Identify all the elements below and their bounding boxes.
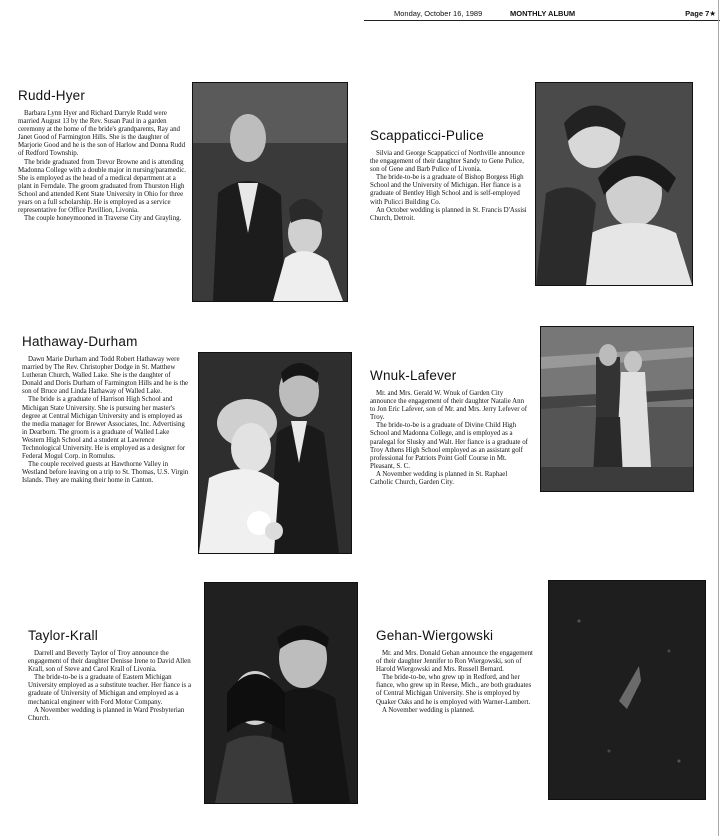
article-headline: Wnuk-Lafever	[370, 368, 457, 383]
article-paragraph: The bride-to-be is a graduate of Bishop Borgess High School and the University of Michigan. Her fiance is a graduate of Bentley High School and is self-employed with Pulicci Building Co.	[370, 174, 524, 206]
article-paragraph: Barbara Lynn Hyer and Richard Darryle Rudd were married August 13 by the Rev. Susan Paul in a garden ceremony at the home of the bride's grandparents, Ray and Janet Good of Farmington Hills. She is the daughter of Marjorie Good and he is the son of Harlow and Donna Rudd of Redford Township.	[18, 110, 186, 158]
article-body	[370, 150, 530, 223]
article-paragraph: The bride-to-be is a graduate of Divine Child High School and Madonna College, and is employed as a paralegal for Slusky and Walt. Her fiance is a graduate of Troy Athens High School employed as an assistant golf professional for Patriots Point Golf Course in Mt. Pleasant, S. C.	[370, 422, 528, 470]
article-gehan-wiergowski	[376, 628, 536, 715]
article-paragraph: Mr. and Mrs. Donald Gehan announce the engagement of their daughter Jennifer to Ron Wiergowski, son of Harold Wiergowski and Mrs. Russell Bernard.	[376, 650, 533, 674]
article-paragraph: The bride graduated from Trevor Browne and is attending Madonna College with a double major in nursing/paramedic. She is employed as the head of a medical department at a plant in Ferndale. The groom graduated from Thurston High School and attended Kent State University in Ohio for three years on a full scholarship. He is employed as a service representative for Office Pavillion, Livonia.	[18, 158, 187, 215]
article-paragraph: Mr. and Mrs. Gerald W. Wnuk of Garden City announce the engagement of their daughter Natalie Ann to Jon Eric Lafever, son of Mr. and Mrs. Jerry Lefever of Troy.	[370, 390, 528, 422]
section-name: MONTHLY ALBUM	[510, 9, 576, 18]
article-paragraph: The bride-to-be, who grew up in Redford, and her fiance, who grew up in Reese, Mich., are both graduates of Central Michigan University. She is employed by Quaker Oaks and he is employed with Warner-Lambert.	[376, 674, 532, 706]
article-paragraph: An October wedding is planned in St. Francis D'Assisi Church, Detroit.	[370, 206, 527, 222]
page-header	[364, 6, 720, 21]
article-wnuk-lafever	[370, 368, 530, 487]
article-body	[18, 110, 188, 223]
photo-rudd-hyer	[192, 82, 348, 302]
photo-hathaway-durham	[198, 352, 352, 554]
photo-taylor-krall	[204, 582, 358, 804]
article-hathaway-durham	[22, 334, 190, 486]
photo-scappaticci-pulice	[535, 82, 693, 286]
page-number: Page 7★	[685, 9, 716, 18]
article-paragraph: A November wedding is planned.	[382, 706, 475, 714]
article-paragraph: A November wedding is planned in St. Raphael Catholic Church, Garden City.	[370, 470, 508, 487]
article-headline: Taylor-Krall	[28, 628, 98, 643]
article-body	[28, 650, 194, 723]
article-body	[22, 356, 190, 486]
article-headline: Gehan-Wiergowski	[376, 628, 494, 643]
article-scappaticci-pulice	[370, 128, 530, 223]
article-paragraph: The couple received guests at Hawthorne Valley in Westland before leaving on a trip to St. Thomas, U.S. Virgin Islands. They are making their home in Canton.	[22, 461, 189, 485]
article-headline: Rudd-Hyer	[18, 88, 86, 103]
article-paragraph: The couple honeymooned in Traverse City and Grayling.	[24, 215, 182, 223]
page-edge-rule	[718, 0, 719, 836]
article-headline: Scappaticci-Pulice	[370, 128, 484, 143]
article-paragraph: Darrell and Beverly Taylor of Troy announce the engagement of their daughter Denisse Irene to David Allen Krall, son of Steve and Carol Krall of Livonia.	[28, 650, 191, 674]
photo-gehan-wiergowski	[548, 580, 706, 800]
article-paragraph: The bride-to-be is a graduate of Eastern Michigan University employed as a substitute teacher. Her fiance is a graduate of University of Michigan and employed as a mechanical engineer with Ford Motor Company.	[28, 674, 192, 706]
issue-date: Monday, October 16, 1989	[394, 9, 483, 18]
article-taylor-krall	[28, 628, 194, 723]
article-paragraph: Silvia and George Scappaticci of Northville announce the engagement of their daughter Sandy to Gene Pulice, son of Gene and Barb Pulice of Livonia.	[370, 150, 525, 174]
article-paragraph: Dawn Marie Durham and Todd Robert Hathaway were married by The Rev. Christopher Dodge in St. Matthew Lutheran Church, Walled Lake. She is the daughter of Donald and Doris Durham of Farmington Hills and he is the son of Bruce and Linda Hathaway of Walled Lake.	[22, 356, 189, 396]
photo-wnuk-lafever	[540, 326, 694, 492]
article-headline: Hathaway-Durham	[22, 334, 138, 349]
article-rudd-hyer	[18, 88, 188, 223]
article-paragraph: A November wedding is planned in Ward Presbyterian Church.	[28, 706, 185, 722]
article-body	[376, 650, 536, 715]
article-paragraph: The bride is a graduate of Harrison High School and Michigan State University. She is pursuing her master's degree at Central Michigan University and is employed as the media manager for Brewer Associates, Inc. Advertising in Dearborn. The groom is a graduate of Walled Lake Western High School and a student at Lawrence Technological University. He is employed as a designer for Federal Mogul Corp. in Romulus.	[22, 396, 186, 461]
article-body	[370, 390, 530, 487]
